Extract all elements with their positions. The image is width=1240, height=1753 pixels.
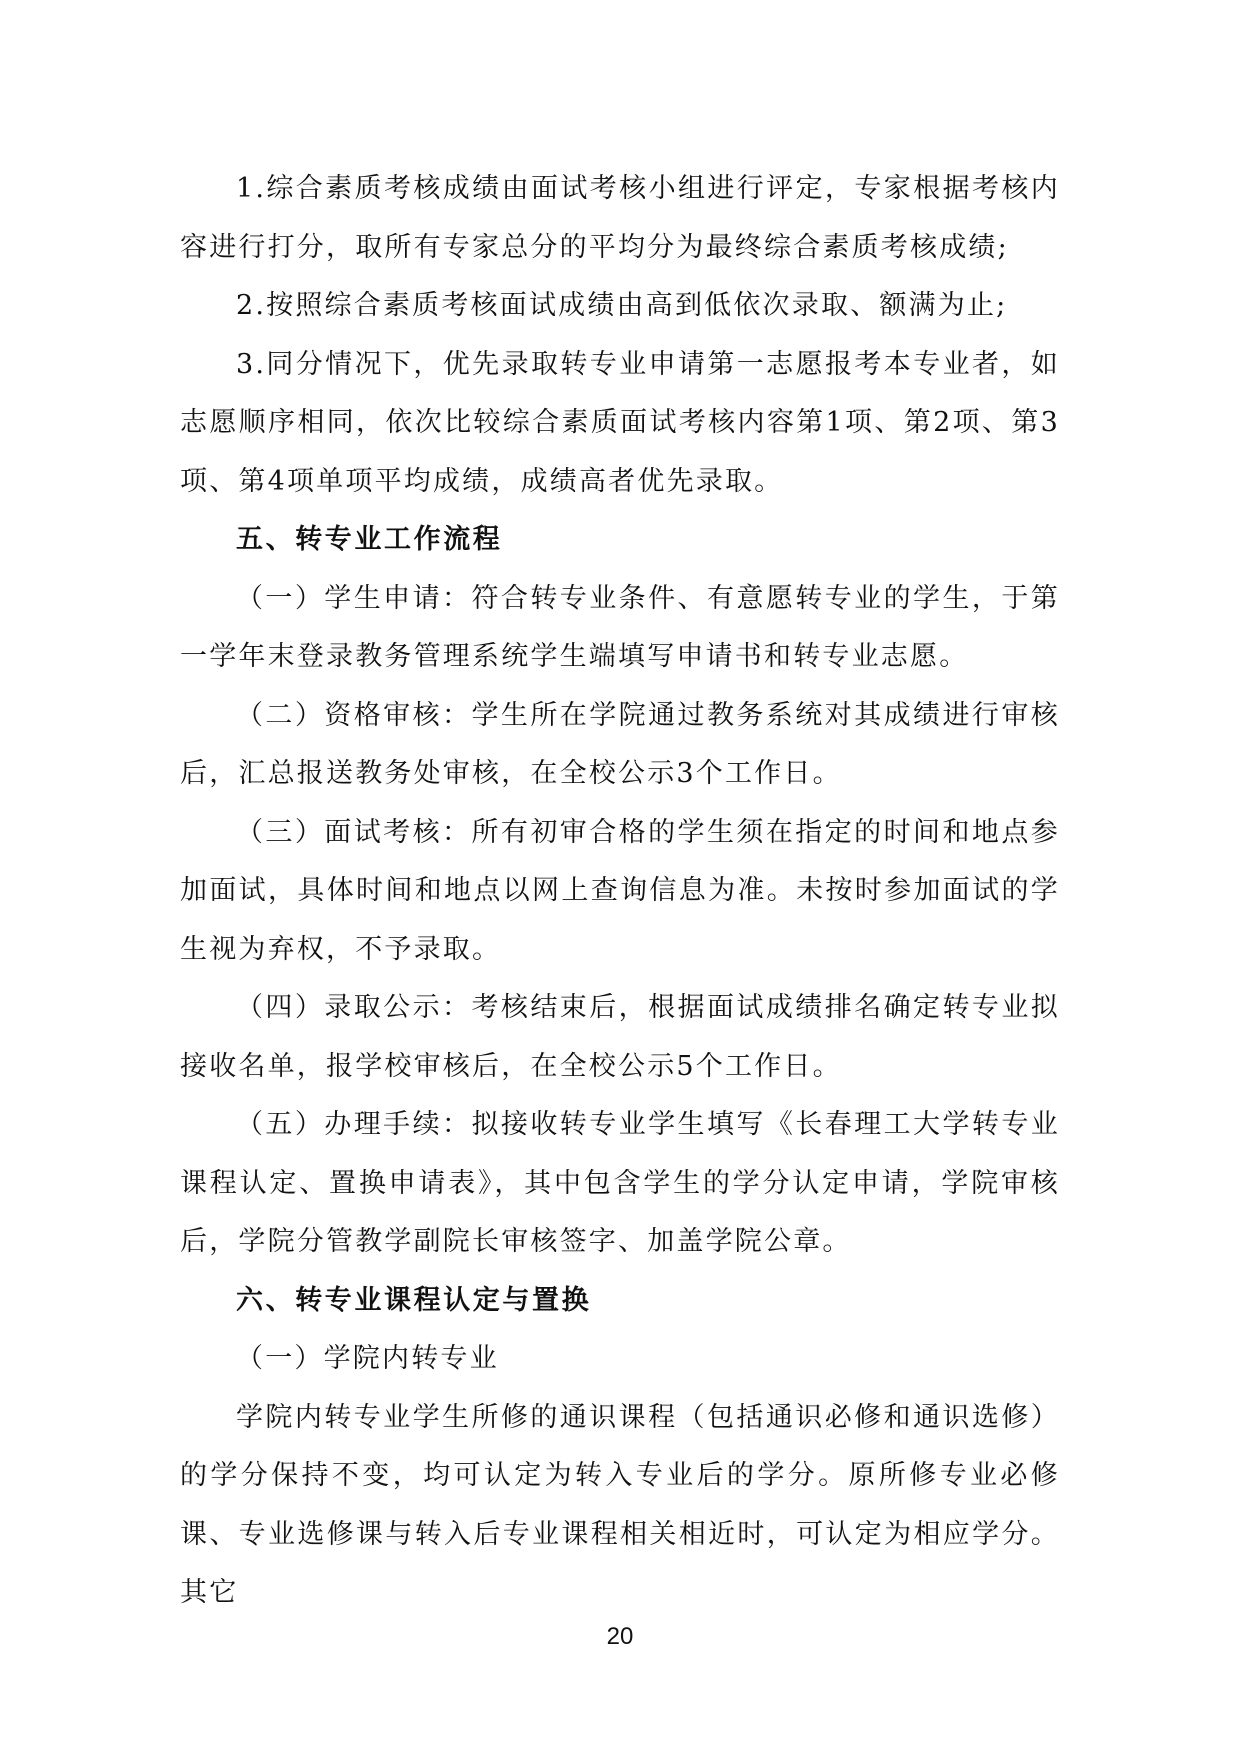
paragraph-course-credit: 学院内转专业学生所修的通识课程（包括通识必修和通识选修）的学分保持不变，均可认定为转入专业后的学分。原所修专业必修课、专业选修课与转入后专业课程相关相近时，可认定为相应学分。其它 (180, 1401, 1060, 1608)
paragraph-step-5: （五）办理手续：拟接收转专业学生填写《长春理工大学转专业课程认定、置换申请表》，其中包含学生的学分认定申请，学院审核后，学院分管教学副院长审核签字、加盖学院公章。 (180, 1109, 1060, 1257)
section-heading-6: 六、转专业课程认定与置换 (236, 1284, 592, 1316)
paragraph-step-2: （二）资格审核：学生所在学院通过教务系统对其成绩进行审核后，汇总报送教务处审核，在全校公示3个工作日。 (180, 699, 1060, 789)
paragraph-criteria-2: 2.按照综合素质考核面试成绩由高到低依次录取、额满为止; (236, 290, 1008, 321)
body-text (180, 160, 1060, 1623)
subsection-heading-1: （一）学院内转专业 (236, 1343, 499, 1374)
page-number: 20 (606, 1623, 634, 1650)
paragraph-step-1: （一）学生申请：符合转专业条件、有意愿转专业的学生，于第一学年末登录教务管理系统学生端填写申请书和转专业志愿。 (180, 582, 1060, 672)
paragraph-step-4: （四）录取公示：考核结束后，根据面试成绩排名确定转专业拟接收名单，报学校审核后，在全校公示5个工作日。 (180, 992, 1060, 1082)
section-heading-5: 五、转专业工作流程 (236, 524, 503, 555)
paragraph-criteria-3: 3.同分情况下，优先录取转专业申请第一志愿报考本专业者，如志愿顺序相同，依次比较综合素质面试考核内容第1项、第2项、第3项、第4项单项平均成绩，成绩高者优先录取。 (180, 348, 1060, 497)
paragraph-criteria-1: 1.综合素质考核成绩由面试考核小组进行评定，专家根据考核内容进行打分，取所有专家总分的平均分为最终综合素质考核成绩; (180, 173, 1060, 263)
paragraph-step-3: （三）面试考核：所有初审合格的学生须在指定的时间和地点参加面试，具体时间和地点以网上查询信息为准。未按时参加面试的学生视为弃权，不予录取。 (180, 816, 1060, 965)
